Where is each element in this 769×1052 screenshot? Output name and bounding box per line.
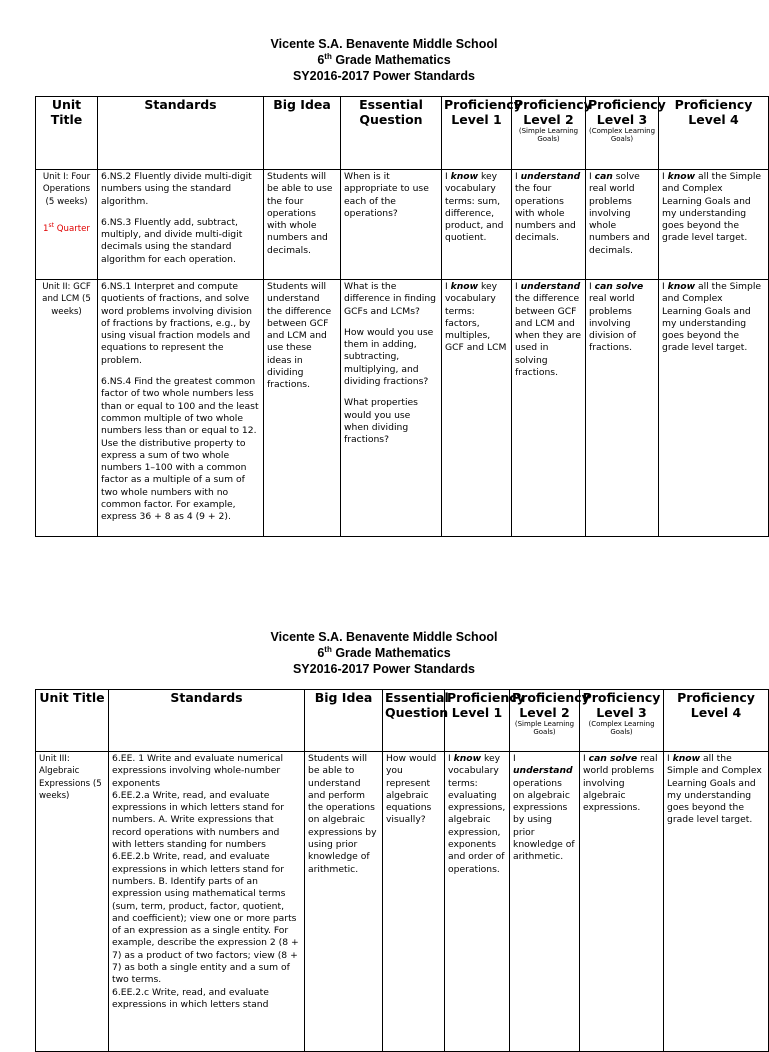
level-text: all the Simple and Complex Learning Goals and my understanding goes beyond the grade level target. xyxy=(662,171,762,244)
table-row xyxy=(36,170,769,280)
level-1-cell xyxy=(442,170,512,280)
level-text: real world problems involving algebraic expressions. xyxy=(583,753,658,814)
header-level-2 xyxy=(510,690,590,752)
level-keyword: know xyxy=(450,281,479,292)
standards-cell xyxy=(98,170,264,280)
grade-suffix: th xyxy=(324,51,332,61)
level-text: all the Simple and Complex Learning Goals and my understanding goes beyond the grade level target. xyxy=(662,281,762,354)
header-unit-title: Unit Title xyxy=(36,690,109,752)
level-text-prefix: I xyxy=(583,753,589,764)
unit-title-cell xyxy=(36,170,98,280)
level-text-prefix: I xyxy=(589,171,595,182)
level-4-cell xyxy=(659,170,769,280)
header-level-1: Proficiency Level 1 xyxy=(442,97,512,170)
power-standards-table-1 xyxy=(35,96,769,537)
standard-text: 6.NS.1 Interpret and compute quotients of fractions, and solve word problems involving division of fractions by fractions, e.g., by using visual fraction models and equations to represent the problem. xyxy=(101,281,252,366)
question-cell: How would you represent algebraic equations visually? xyxy=(383,752,445,1052)
level-text-prefix: I xyxy=(515,281,521,292)
header-level-3-label: Proficiency Level 3 xyxy=(588,97,666,127)
level-text-prefix: I xyxy=(662,281,668,292)
level-keyword: can solve xyxy=(594,281,644,292)
level-4-cell xyxy=(664,752,769,1052)
school-name: Vicente S.A. Benavente Middle School xyxy=(270,630,498,644)
level-keyword: know xyxy=(450,171,479,182)
question-text: How would you use them in adding, subtracting, multiplying, and dividing fractions? xyxy=(344,326,434,388)
header-standards: Standards xyxy=(98,97,264,170)
grade-number: 6 xyxy=(317,646,325,660)
level-text-prefix: I xyxy=(662,171,668,182)
level-text: the difference between GCF and LCM and when they are used in solving fractions. xyxy=(515,293,582,379)
level-text-prefix: I xyxy=(667,753,673,764)
level-keyword: understand xyxy=(513,765,573,777)
question-text: What properties would you use when dividing fractions? xyxy=(344,397,418,446)
level-keyword: can solve xyxy=(588,753,638,764)
level-text-prefix: I xyxy=(445,281,451,292)
level-keyword: understand xyxy=(520,281,581,292)
header-essential-question: Essential Question xyxy=(383,690,445,752)
header-level-4: Proficiency Level 4 xyxy=(659,97,769,170)
question-cell xyxy=(341,280,442,537)
quarter-suffix: st xyxy=(48,221,54,229)
standards-cell xyxy=(109,752,305,1052)
header-level-2-label: Proficiency Level 2 xyxy=(514,97,592,127)
header-level-3-sub: (Complex Learning Goals) xyxy=(588,127,656,143)
grade-title xyxy=(0,645,768,661)
header-row xyxy=(36,97,769,170)
level-text: solve real world problems involving whole numbers and decimals. xyxy=(589,171,650,256)
level-4-cell xyxy=(659,280,769,537)
level-keyword: can xyxy=(594,171,613,182)
header-standards: Standards xyxy=(109,690,305,752)
quarter-text: Quarter xyxy=(54,223,90,234)
header-level-2 xyxy=(512,97,592,170)
level-2-cell xyxy=(510,752,580,1052)
level-1-cell xyxy=(445,752,510,1052)
level-text: key vocabulary terms: sum, difference, product, and quotient. xyxy=(445,171,504,244)
level-3-cell xyxy=(586,170,659,280)
unit-title: Unit I: Four Operations (5 weeks) xyxy=(42,172,91,207)
level-3-cell xyxy=(586,280,659,537)
level-keyword: know xyxy=(667,171,696,182)
grade-subject: Grade Mathematics xyxy=(331,646,451,660)
grade-suffix: th xyxy=(324,644,332,654)
school-year: SY2016-2017 Power Standards xyxy=(292,662,476,676)
level-text: key vocabulary terms: evaluating expressions, algebraic expression, exponents and order of operations. xyxy=(448,753,506,875)
unit-title-cell: Unit III: Algebraic Expressions (5 weeks) xyxy=(36,752,109,1052)
standard-text: 6.EE. 1 Write and evaluate numerical expressions involving whole-number exponents xyxy=(112,753,284,789)
level-keyword: know xyxy=(453,753,482,764)
question-cell: When is it appropriate to use each of the operations? xyxy=(341,170,442,280)
level-text-prefix: I xyxy=(513,753,516,764)
power-standards-table-2 xyxy=(35,689,769,1052)
level-2-cell xyxy=(512,170,586,280)
header-unit-title: Unit Title xyxy=(36,97,98,170)
big-idea-cell: Students will be able to understand and perform the operations on algebraic expressions by using prior knowledge of arithmetic. xyxy=(305,752,383,1052)
level-keyword: know xyxy=(667,281,696,292)
level-keyword: understand xyxy=(520,171,581,182)
big-idea-cell: Students will understand the difference between GCF and LCM and use these ideas in dividing fractions. xyxy=(264,280,341,537)
level-text-prefix: I xyxy=(589,281,595,292)
header-row xyxy=(36,690,769,752)
page-heading-2 xyxy=(0,629,768,677)
level-keyword: know xyxy=(672,753,701,764)
level-text: operations on algebraic expressions by using prior knowledge of arithmetic. xyxy=(513,777,575,863)
question-text: What is the difference in finding GCFs and LCMs? xyxy=(344,281,436,317)
level-3-cell xyxy=(580,752,664,1052)
level-text: real world problems involving division of fractions. xyxy=(589,293,636,354)
header-big-idea: Big Idea xyxy=(264,97,341,170)
standard-text: 6.NS.4 Find the greatest common factor of two whole numbers less than or equal to 100 and the least common multiple of two whole numbers less than or equal to 12. Use the distributive property to express a sum of two whole numbers 1–100 with a common factor as a multiple of a sum of two whole numbers with no common factor. For example, express 36 + 8 as 4 (9 + 2). xyxy=(101,376,259,523)
level-text-prefix: I xyxy=(448,753,454,764)
school-year: SY2016-2017 Power Standards xyxy=(292,69,476,83)
header-level-1: Proficiency Level 1 xyxy=(445,690,510,752)
header-level-3 xyxy=(580,690,664,752)
header-level-3-sub: (Complex Learning Goals) xyxy=(588,720,655,736)
level-text: key vocabulary terms: factors, multiples, GCF and LCM xyxy=(445,281,507,354)
level-text: the four operations with whole numbers and decimals. xyxy=(515,183,576,244)
header-level-2-sub: (Simple Learning Goals) xyxy=(514,720,575,736)
school-name: Vicente S.A. Benavente Middle School xyxy=(270,37,498,51)
header-level-3 xyxy=(586,97,666,170)
standard-text: 6.NS.2 Fluently divide multi-digit numbers using the standard algorithm. xyxy=(101,171,252,207)
header-level-4: Proficiency Level 4 xyxy=(664,690,769,752)
level-2-cell xyxy=(512,280,586,537)
unit-title-cell: Unit II: GCF and LCM (5 weeks) xyxy=(36,280,98,537)
quarter-label xyxy=(43,221,90,234)
header-essential-question: Essential Question xyxy=(341,97,442,170)
standard-text: 6.EE.2.a Write, read, and evaluate expressions in which letters stand for numbers. A. Write expressions that record operations with numbers and with letters standing for numbers xyxy=(112,789,285,851)
big-idea-cell: Students will be able to use the four operations with whole numbers and decimals. xyxy=(264,170,341,280)
level-text: all the Simple and Complex Learning Goals and my understanding goes beyond the grade level target. xyxy=(667,753,762,826)
header-big-idea: Big Idea xyxy=(305,690,383,752)
grade-title xyxy=(0,52,768,68)
standard-text: 6.EE.2.c Write, read, and evaluate expressions in which letters stand xyxy=(112,986,269,1010)
level-1-cell xyxy=(442,280,512,537)
table-row xyxy=(36,752,769,1052)
standard-text: 6.NS.3 Fluently add, subtract, multiply, and divide multi-digit decimals using the standard algorithm for each operation. xyxy=(101,216,243,265)
page-heading-1 xyxy=(0,36,768,84)
header-level-2-label: Proficiency Level 2 xyxy=(512,690,590,720)
level-text-prefix: I xyxy=(515,171,521,182)
grade-subject: Grade Mathematics xyxy=(331,53,451,67)
table-row xyxy=(36,280,769,537)
standard-text: 6.EE.2.b Write, read, and evaluate expressions in which letters stand for numbers. B. Identify parts of an expression using mathematical terms (sum, term, product, factor, quotient, and coefficient); view one or more parts of an expression as a single entity. For example, describe the expression 2 (8 + 7) as a product of two factors; view (8 + 7) as both a single entity and a sum of two terms. xyxy=(112,851,299,986)
header-level-2-sub: (Simple Learning Goals) xyxy=(518,127,579,143)
quarter-number: 1 xyxy=(43,223,49,234)
level-text-prefix: I xyxy=(445,171,451,182)
grade-number: 6 xyxy=(317,53,325,67)
standards-cell xyxy=(98,280,264,537)
header-level-3-label: Proficiency Level 3 xyxy=(582,690,661,720)
